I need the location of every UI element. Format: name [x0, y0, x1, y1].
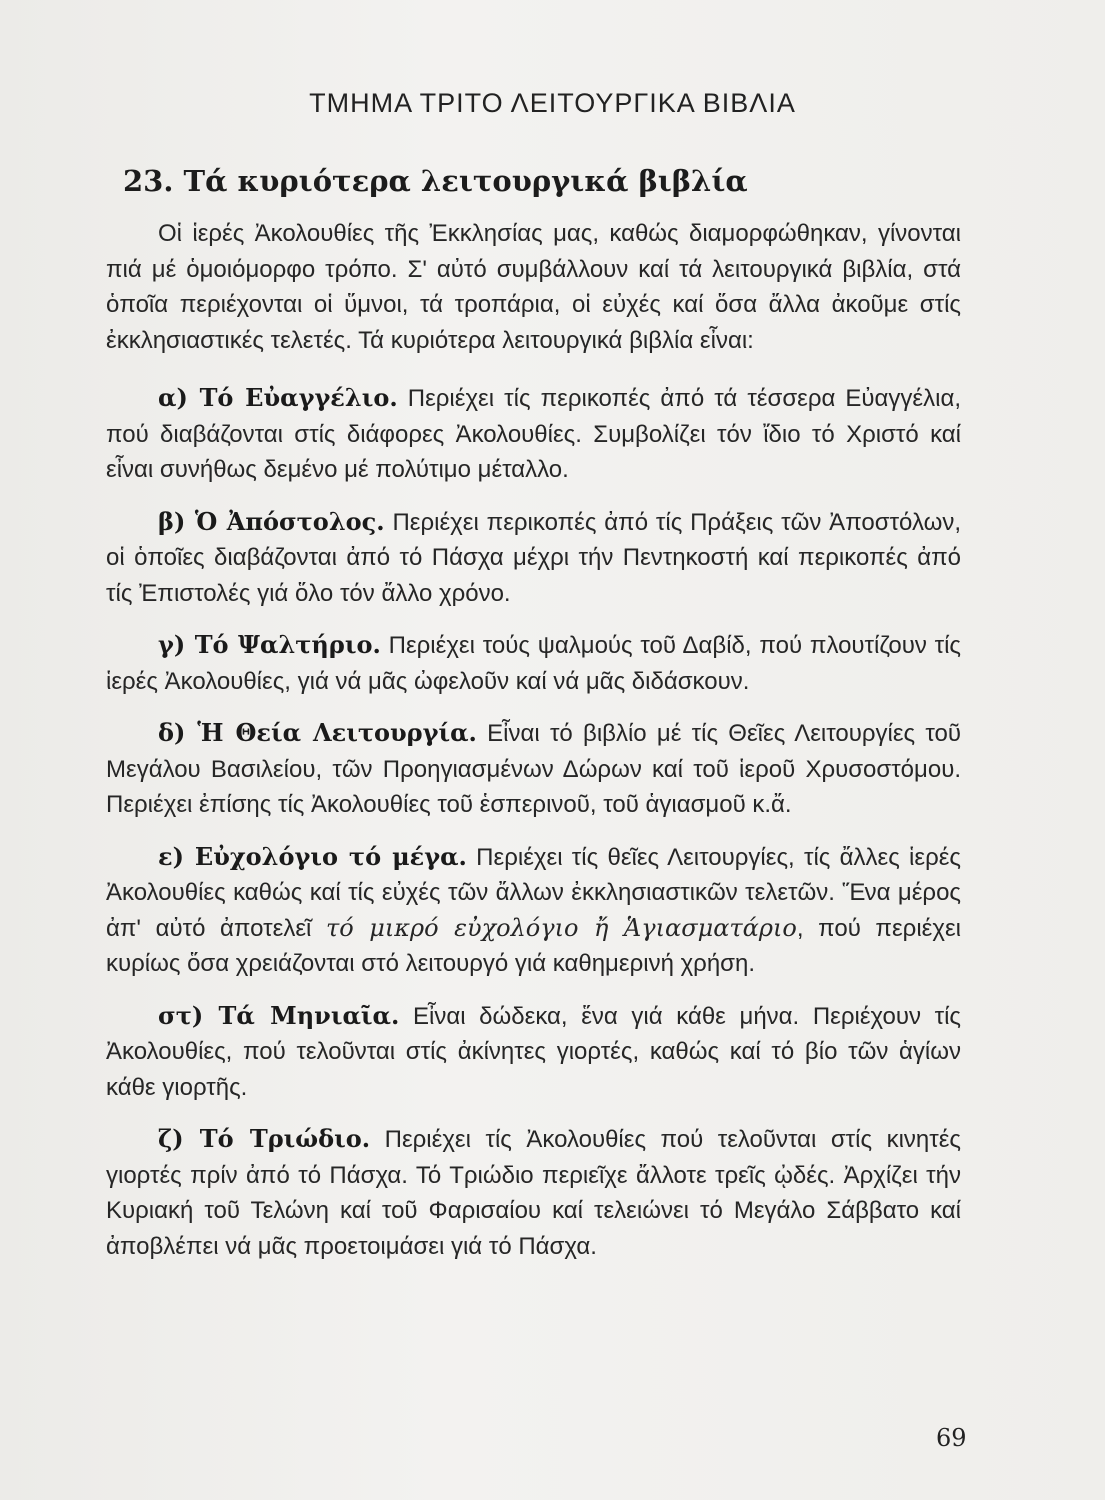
entry-heading: ζ) Τό Τριώδιο. [158, 1124, 371, 1153]
book-entry-gospel [106, 380, 961, 488]
running-head: ΤΜΗΜΑ ΤΡΙΤΟ ΛΕΙΤΟΥΡΓΙΚΑ ΒΙΒΛΙΑ [309, 88, 796, 118]
entry-heading: β) Ὁ Ἀπόστολος. [158, 506, 385, 536]
entry-text: Περιέχει τούς ψαλμούς τοῦ Δαβίδ, πού πλουτίζουν τίς ἱερές Ἀκολουθίες, γιά νά μᾶς ὠφελοῦν καί νά μᾶς διδάσκουν. [106, 632, 962, 695]
entry-italic-text: τό μικρό εὐχολόγιο ἤ Ἁγιασματάριο [325, 913, 797, 942]
entry-text: Περιέχει τίς Ἀκολουθίες πού τελοῦνται στίς κινητές γιορτές πρίν ἀπό τό Πάσχα. Τό Τριώδιο περιεῖχε ἄλλοτε τρεῖς ᾠδές. Ἀρχίζει τήν Κυριακή τοῦ Τελώνη καί τοῦ Φαρισαίου καί τελειώνει τό Μεγάλο Σάββατο καί ἀποβλέπει νά μᾶς προετοιμάσει γιά τό Πάσχα. [106, 1126, 961, 1260]
book-entry-menaia [106, 998, 961, 1106]
book-entry-psalter [106, 627, 961, 699]
body-text [106, 216, 961, 1280]
entry-heading: στ) Τά Μηνιαῖα. [158, 1000, 400, 1030]
page-number: 69 [936, 1424, 967, 1452]
entry-text: Περιέχει τίς θεῖες Λειτουργίες, τίς ἄλλες ἱερές Ἀκολουθίες καθώς καί τίς εὐχές τῶν ἄλλων ἐκκλησιαστικῶν τελετῶν. Ἕνα μέρος ἀπ' αὐτό ἀποτελεῖ [106, 843, 962, 942]
entry-text: Εἶναι τό βιβλίο μέ τίς Θεῖες Λειτουργίες τοῦ Μεγάλου Βασιλείου, τῶν Προηγιασμένων Δώρων καί τοῦ ἱεροῦ Χρυσοστόμου. Περιέχει ἐπίσης τίς Ἀκολουθίες τοῦ ἑσπερινοῦ, τοῦ ἁγιασμοῦ κ.ἄ. [106, 720, 961, 818]
book-entry-euchologion [106, 839, 961, 982]
section-title: 23. Τά κυριότερα λειτουργικά βιβλία [123, 164, 748, 198]
book-entry-triodion [106, 1121, 961, 1264]
book-entry-divine-liturgy [106, 715, 961, 823]
entry-heading: α) Τό Εὐαγγέλιο. [158, 383, 398, 412]
entry-text: Εἶναι δώδεκα, ἕνα γιά κάθε μήνα. Περιέχουν τίς Ἀκολουθίες, πού τελοῦνται στίς ἀκίνητες γιορτές, καθώς καί τό βίο τῶν ἁγίων κάθε γιορτῆς. [106, 1002, 961, 1101]
book-entry-apostle [106, 504, 961, 612]
entry-heading: δ) Ἡ Θεία Λειτουργία. [158, 718, 477, 747]
entry-text-continued: , πού περιέχει κυρίως ὅσα χρειάζονται στό λειτουργό γιά καθημερινή χρήση. [106, 914, 961, 977]
intro-paragraph: Οἱ ἱερές Ἀκολουθίες τῆς Ἐκκλησίας μας, καθώς διαμορφώθηκαν, γίνονται πιά μέ ὁμοιόμορφο τρόπο. Σ' αὐτό συμβάλλουν καί τά λειτουργικά βιβλία, στά ὁποῖα περιέχονται οἱ ὕμνοι, τά τροπάρια, οἱ εὐχές καί ὅσα ἄλλα ἀκοῦμε στίς ἐκκλησιαστικές τελετές. Τά κυριότερα λειτουργικά βιβλία εἶναι: [106, 220, 961, 354]
entry-text: Περιέχει τίς περικοπές ἀπό τά τέσσερα Εὐαγγέλια, πού διαβάζονται στίς διάφορες Ἀκολουθίες. Συμβολίζει τόν ἴδιο τό Χριστό καί εἶναι συνήθως δεμένο μέ πολύτιμο μέταλλο. [106, 385, 961, 483]
entry-heading: ε) Εὐχολόγιο τό μέγα. [158, 841, 467, 871]
entry-heading: γ) Τό Ψαλτήριο. [158, 630, 381, 659]
entry-text: Περιέχει περικοπές ἀπό τίς Πράξεις τῶν Ἀποστόλων, οἱ ὁποῖες διαβάζονται ἀπό τό Πάσχα μέχρι τήν Πεντηκοστή καί περικοπές ἀπό τίς Ἐπιστολές γιά ὅλο τόν ἄλλο χρόνο. [106, 508, 961, 607]
